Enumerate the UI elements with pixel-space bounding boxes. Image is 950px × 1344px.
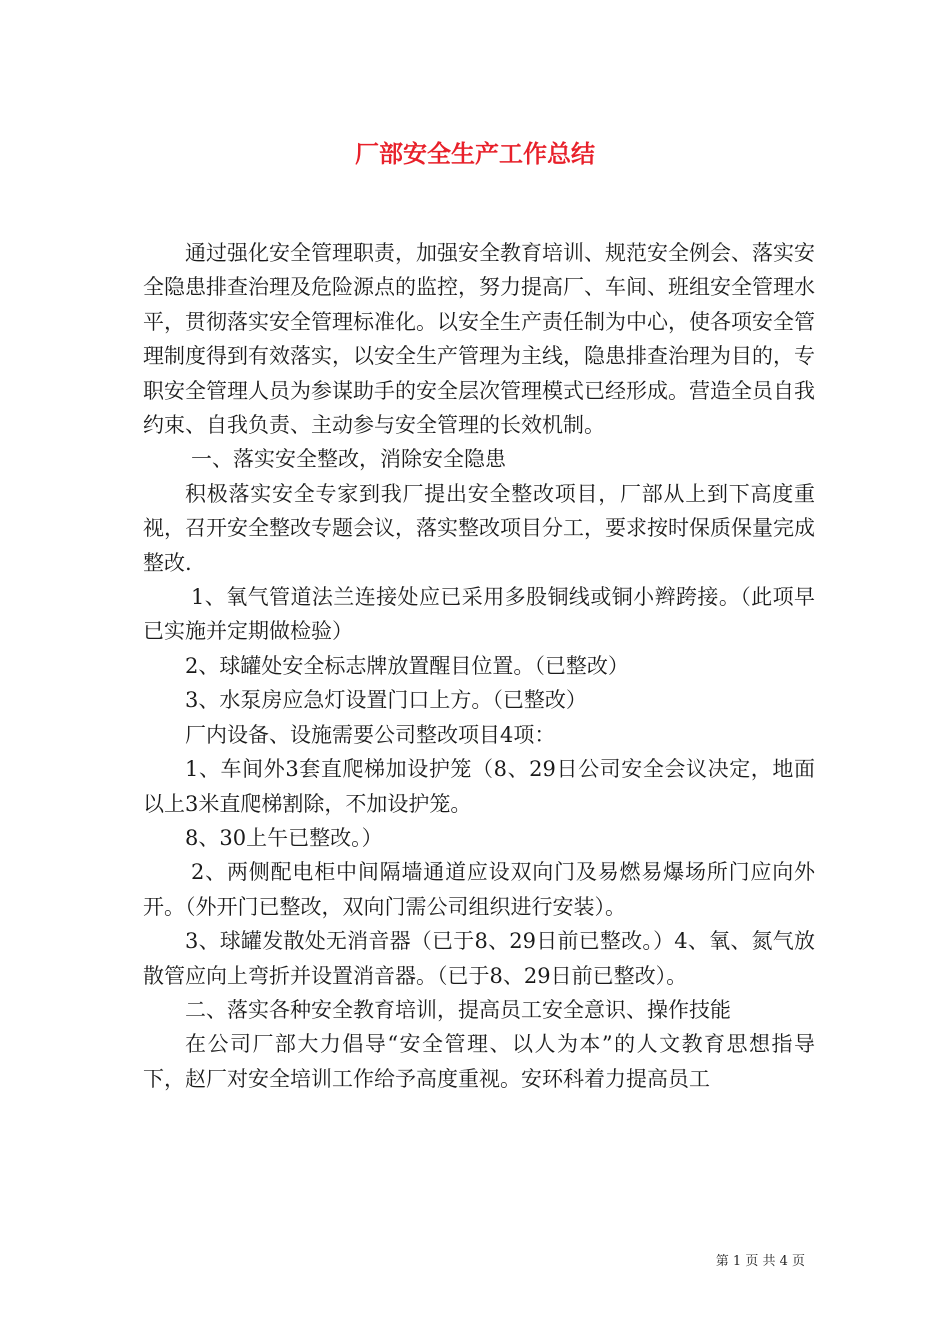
document-body [143, 236, 815, 1096]
paragraph: 在公司厂部大力倡导“安全管理、以人为本”的人文教育思想指导下，赵厂对安全培训工作给予高度重视。安环科着力提高员工 [143, 1032, 815, 1091]
list-item: 2、两侧配电柜中间隔墙通道应设双向门及易燃易爆场所门应向外开。（外开门已整改，双向门需公司组织进行安装）。 [143, 860, 815, 919]
section-heading-1: 一、落实安全整改，消除安全隐患 [191, 447, 506, 472]
section-heading-2: 二、落实各种安全教育培训，提高员工安全意识、操作技能 [185, 997, 731, 1022]
paragraph: 8、30上午已整改。） [185, 825, 383, 850]
list-item: 1、氧气管道法兰连接处应已采用多股铜线或铜小辫跨接。（此项早已实施并定期做检验） [143, 585, 815, 644]
document-title: 厂部安全生产工作总结 [355, 140, 595, 168]
paragraph: 积极落实安全专家到我厂提出安全整改项目，厂部从上到下高度重视，召开安全整改专题会议，落实整改项目分工，要求按时保质保量完成整改. [143, 481, 815, 575]
paragraph: 厂内设备、设施需要公司整改项目4项： [185, 722, 556, 747]
list-item: 3、水泵房应急灯设置门口上方。（已整改） [185, 688, 587, 713]
list-item: 1、车间外3套直爬梯加设护笼（8、29日公司安全会议决定，地面以上3米直爬梯割除，不加设护笼。 [143, 757, 815, 816]
page-number-footer: 第 1 页 共 4 页 [715, 1254, 805, 1269]
list-item: 2、球罐处安全标志牌放置醒目位置。（已整改） [185, 653, 629, 678]
list-item: 3、球罐发散处无消音器（已于8、29日前已整改。）4、氧、氮气放散管应向上弯折并设置消音器。（已于8、29日前已整改）。 [143, 929, 815, 988]
paragraph-intro: 通过强化安全管理职责，加强安全教育培训、规范安全例会、落实安全隐患排查治理及危险源点的监控，努力提高厂、车间、班组安全管理水平，贯彻落实安全管理标准化。以安全生产责任制为中心，使各项安全管理制度得到有效落实，以安全生产管理为主线，隐患排查治理为目的，专职安全管理人员为参谋助手的安全层次管理模式已经形成。营造全员自我约束、自我负责、主动参与安全管理的长效机制。 [143, 241, 815, 438]
